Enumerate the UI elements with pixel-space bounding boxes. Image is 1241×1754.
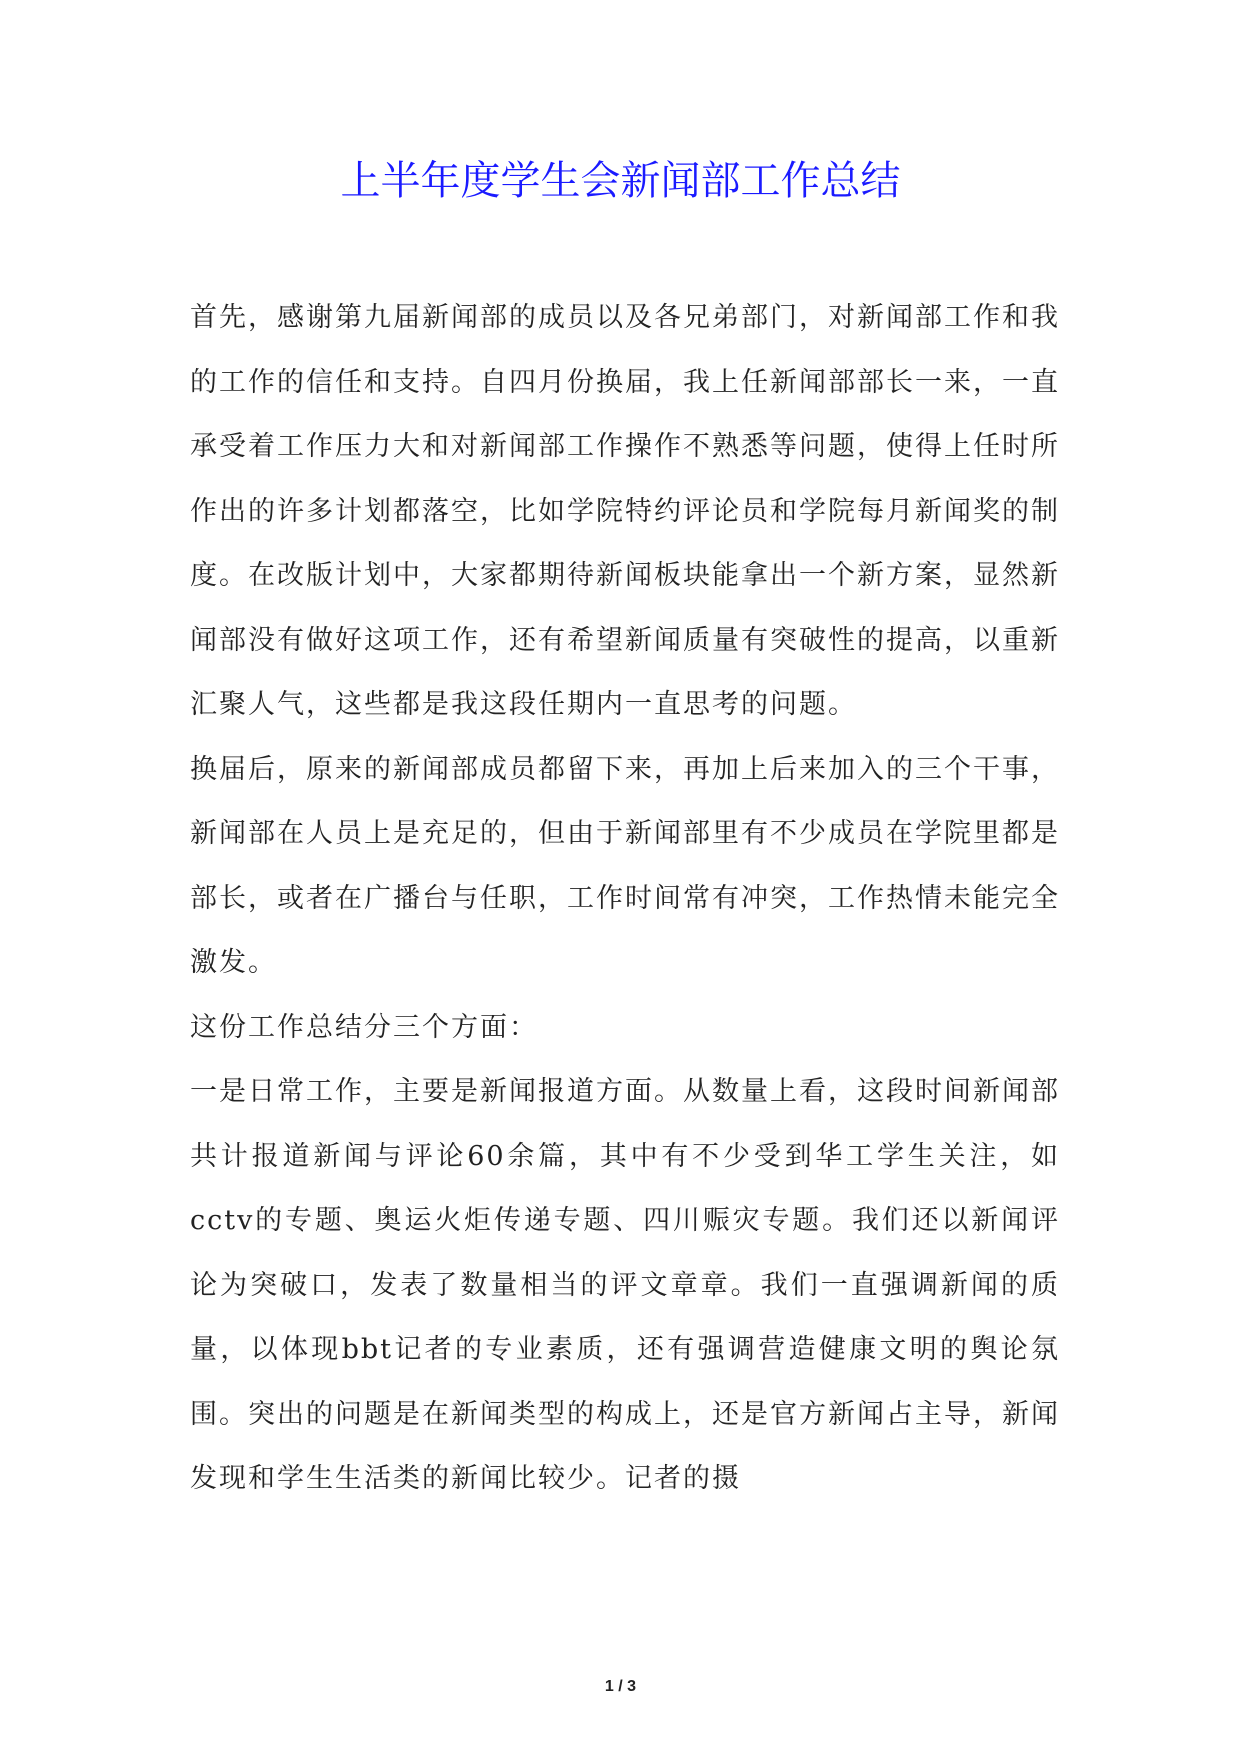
paragraph-staffing: 换届后，原来的新闻部成员都留下来，再加上后来加入的三个干事，新闻部在人员上是充足的，但由于新闻部里有不少成员在学院里都是部长，或者在广播台与任职，工作时间常有冲突，工作热情未能完全激发。	[190, 753, 1060, 978]
paragraph-outline: 这份工作总结分三个方面：	[190, 1011, 538, 1043]
document-title: 上半年度学生会新闻部工作总结	[340, 158, 901, 204]
page-number: 1 / 3	[604, 1678, 637, 1695]
document-body	[190, 286, 1060, 1512]
paragraph-intro: 首先，感谢第九届新闻部的成员以及各兄弟部门，对新闻部工作和我的工作的信任和支持。自四月份换届，我上任新闻部部长一来，一直承受着工作压力大和对新闻部工作操作不熟悉等问题，使得上任时所作出的许多计划都落空，比如学院特约评论员和学院每月新闻奖的制度。在改版计划中，大家都期待新闻板块能拿出一个新方案，显然新闻部没有做好这项工作，还有希望新闻质量有突破性的提高，以重新汇聚人气，这些都是我这段任期内一直思考的问题。	[190, 302, 1060, 720]
paragraph-daily-work: 一是日常工作，主要是新闻报道方面。从数量上看，这段时间新闻部共计报道新闻与评论60余篇，其中有不少受到华工学生关注，如cctv的专题、奥运火炬传递专题、四川赈灾专题。我们还以新闻评论为突破口，发表了数量相当的评文章章。我们一直强调新闻的质量，以体现bbt记者的专业素质，还有强调营造健康文明的舆论氛围。突出的问题是在新闻类型的构成上，还是官方新闻占主导，新闻发现和学生生活类的新闻比较少。记者的摄	[190, 1076, 1060, 1494]
